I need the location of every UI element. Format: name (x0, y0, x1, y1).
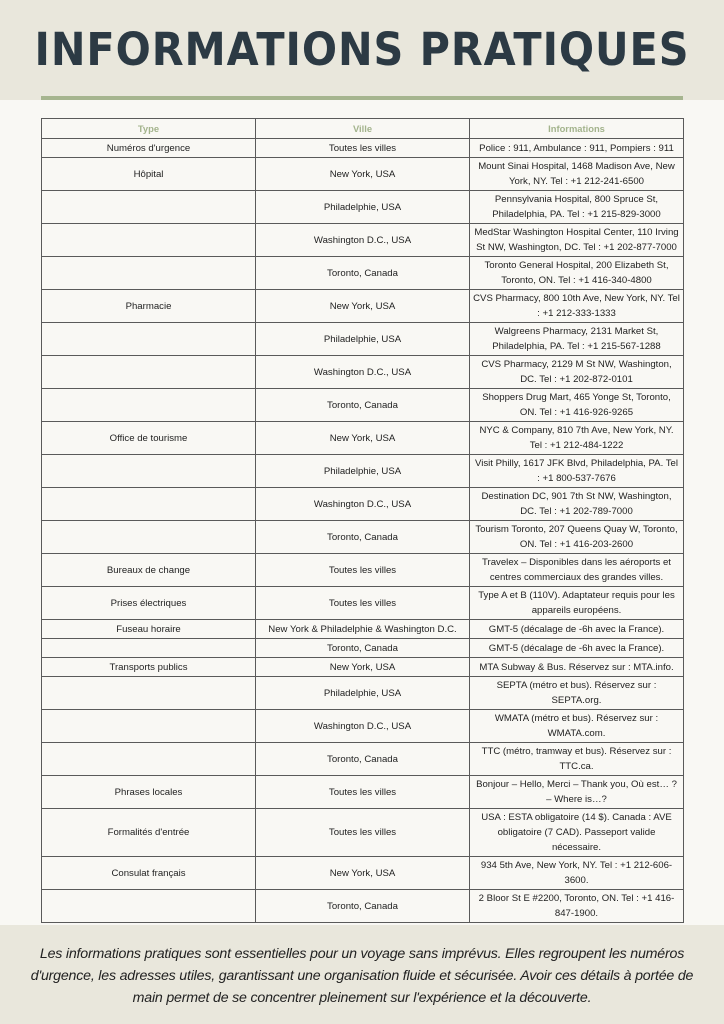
cell-type (42, 488, 256, 521)
cell-ville: Washington D.C., USA (256, 356, 470, 389)
page-title: INFORMATIONS PRATIQUES (34, 23, 690, 76)
footer-band (0, 925, 724, 1024)
title-underline (41, 96, 683, 100)
cell-informations: NYC & Company, 810 7th Ave, New York, NY. Tel : +1 212-484-1222 (470, 422, 684, 455)
cell-type: Consulat français (42, 857, 256, 890)
table-row (42, 776, 684, 809)
cell-informations: Bonjour – Hello, Merci – Thank you, Où est… ? – Where is…? (470, 776, 684, 809)
table-row (42, 857, 684, 890)
cell-type (42, 389, 256, 422)
cell-type: Hôpital (42, 158, 256, 191)
cell-informations: SEPTA (métro et bus). Réservez sur : SEPTA.org. (470, 677, 684, 710)
cell-ville: Toronto, Canada (256, 521, 470, 554)
cell-ville: Philadelphie, USA (256, 191, 470, 224)
table-row (42, 521, 684, 554)
cell-informations: Visit Philly, 1617 JFK Blvd, Philadelphia, PA. Tel : +1 800-537-7676 (470, 455, 684, 488)
table-header-row (42, 119, 684, 139)
table-row (42, 422, 684, 455)
table-row (42, 809, 684, 857)
cell-ville: Philadelphie, USA (256, 455, 470, 488)
cell-informations: CVS Pharmacy, 800 10th Ave, New York, NY. Tel : +1 212-333-1333 (470, 290, 684, 323)
cell-ville: Washington D.C., USA (256, 224, 470, 257)
footer-description: Les informations pratiques sont essentielles pour un voyage sans imprévus. Elles regroupent les numéros d'urgence, les adresses utiles, garantissant une organisation fluide et sécurisée. Avoir ces détails à portée de main permet de se concentrer pleinement sur l'expérience et la découverte. (30, 946, 694, 1006)
cell-type (42, 191, 256, 224)
cell-ville: Toronto, Canada (256, 257, 470, 290)
cell-informations: Walgreens Pharmacy, 2131 Market St, Philadelphia, PA. Tel : +1 215-567-1288 (470, 323, 684, 356)
cell-ville: Toutes les villes (256, 776, 470, 809)
cell-informations: WMATA (métro et bus). Réservez sur : WMATA.com. (470, 710, 684, 743)
column-header-informations: Informations (470, 119, 684, 139)
table-row (42, 587, 684, 620)
cell-type: Fuseau horaire (42, 620, 256, 639)
cell-informations: TTC (métro, tramway et bus). Réservez sur : TTC.ca. (470, 743, 684, 776)
table-row (42, 389, 684, 422)
cell-type: Phrases locales (42, 776, 256, 809)
cell-ville: Toronto, Canada (256, 639, 470, 658)
cell-type (42, 356, 256, 389)
table-row (42, 323, 684, 356)
table-row (42, 455, 684, 488)
table-row (42, 620, 684, 639)
cell-informations: Tourism Toronto, 207 Queens Quay W, Toronto, ON. Tel : +1 416-203-2600 (470, 521, 684, 554)
cell-ville: New York, USA (256, 422, 470, 455)
column-header-ville: Ville (256, 119, 470, 139)
table-row (42, 139, 684, 158)
cell-ville: New York, USA (256, 658, 470, 677)
table-row (42, 658, 684, 677)
cell-type (42, 639, 256, 658)
cell-informations: MedStar Washington Hospital Center, 110 Irving St NW, Washington, DC. Tel : +1 202-877-7000 (470, 224, 684, 257)
cell-ville: New York, USA (256, 158, 470, 191)
table-row (42, 191, 684, 224)
cell-informations: Toronto General Hospital, 200 Elizabeth St, Toronto, ON. Tel : +1 416-340-4800 (470, 257, 684, 290)
cell-type (42, 521, 256, 554)
cell-informations: MTA Subway & Bus. Réservez sur : MTA.info. (470, 658, 684, 677)
column-header-type: Type (42, 119, 256, 139)
info-table (41, 118, 684, 923)
cell-ville: Toronto, Canada (256, 890, 470, 923)
cell-informations: Destination DC, 901 7th St NW, Washington, DC. Tel : +1 202-789-7000 (470, 488, 684, 521)
cell-informations: Police : 911, Ambulance : 911, Pompiers : 911 (470, 139, 684, 158)
cell-informations: USA : ESTA obligatoire (14 $). Canada : AVE obligatoire (7 CAD). Passeport valide nécessaire. (470, 809, 684, 857)
table-row (42, 488, 684, 521)
table-row (42, 356, 684, 389)
table-row (42, 743, 684, 776)
cell-type (42, 890, 256, 923)
table-row (42, 554, 684, 587)
table-row (42, 158, 684, 191)
table-row (42, 224, 684, 257)
cell-informations: Shoppers Drug Mart, 465 Yonge St, Toronto, ON. Tel : +1 416-926-9265 (470, 389, 684, 422)
table-row (42, 710, 684, 743)
cell-ville: New York, USA (256, 857, 470, 890)
cell-ville: Toutes les villes (256, 587, 470, 620)
cell-type (42, 257, 256, 290)
header-band (0, 0, 724, 100)
cell-type: Transports publics (42, 658, 256, 677)
table-body (42, 139, 684, 923)
info-table-container (41, 118, 683, 923)
cell-type (42, 743, 256, 776)
cell-informations: GMT-5 (décalage de -6h avec la France). (470, 639, 684, 658)
cell-informations: Mount Sinai Hospital, 1468 Madison Ave, New York, NY. Tel : +1 212-241-6500 (470, 158, 684, 191)
cell-ville: Philadelphie, USA (256, 677, 470, 710)
cell-informations: CVS Pharmacy, 2129 M St NW, Washington, DC. Tel : +1 202-872-0101 (470, 356, 684, 389)
cell-type (42, 710, 256, 743)
cell-type (42, 224, 256, 257)
cell-type: Office de tourisme (42, 422, 256, 455)
cell-ville: New York & Philadelphie & Washington D.C. (256, 620, 470, 639)
cell-type (42, 455, 256, 488)
cell-ville: Washington D.C., USA (256, 488, 470, 521)
cell-informations: 2 Bloor St E #2200, Toronto, ON. Tel : +1 416-847-1900. (470, 890, 684, 923)
cell-type (42, 677, 256, 710)
table-row (42, 890, 684, 923)
cell-type: Pharmacie (42, 290, 256, 323)
cell-informations: 934 5th Ave, New York, NY. Tel : +1 212-606-3600. (470, 857, 684, 890)
cell-ville: Toutes les villes (256, 139, 470, 158)
cell-informations: Travelex – Disponibles dans les aéroports et centres commerciaux des grandes villes. (470, 554, 684, 587)
table-row (42, 639, 684, 658)
cell-informations: GMT-5 (décalage de -6h avec la France). (470, 620, 684, 639)
cell-ville: Toutes les villes (256, 554, 470, 587)
cell-ville: Washington D.C., USA (256, 710, 470, 743)
table-row (42, 677, 684, 710)
cell-informations: Pennsylvania Hospital, 800 Spruce St, Philadelphia, PA. Tel : +1 215-829-3000 (470, 191, 684, 224)
cell-type: Bureaux de change (42, 554, 256, 587)
cell-informations: Type A et B (110V). Adaptateur requis pour les appareils européens. (470, 587, 684, 620)
cell-type: Prises électriques (42, 587, 256, 620)
cell-ville: New York, USA (256, 290, 470, 323)
cell-type: Formalités d'entrée (42, 809, 256, 857)
cell-ville: Toronto, Canada (256, 743, 470, 776)
cell-type (42, 323, 256, 356)
cell-ville: Toutes les villes (256, 809, 470, 857)
cell-ville: Philadelphie, USA (256, 323, 470, 356)
table-row (42, 257, 684, 290)
table-row (42, 290, 684, 323)
cell-type: Numéros d'urgence (42, 139, 256, 158)
cell-ville: Toronto, Canada (256, 389, 470, 422)
